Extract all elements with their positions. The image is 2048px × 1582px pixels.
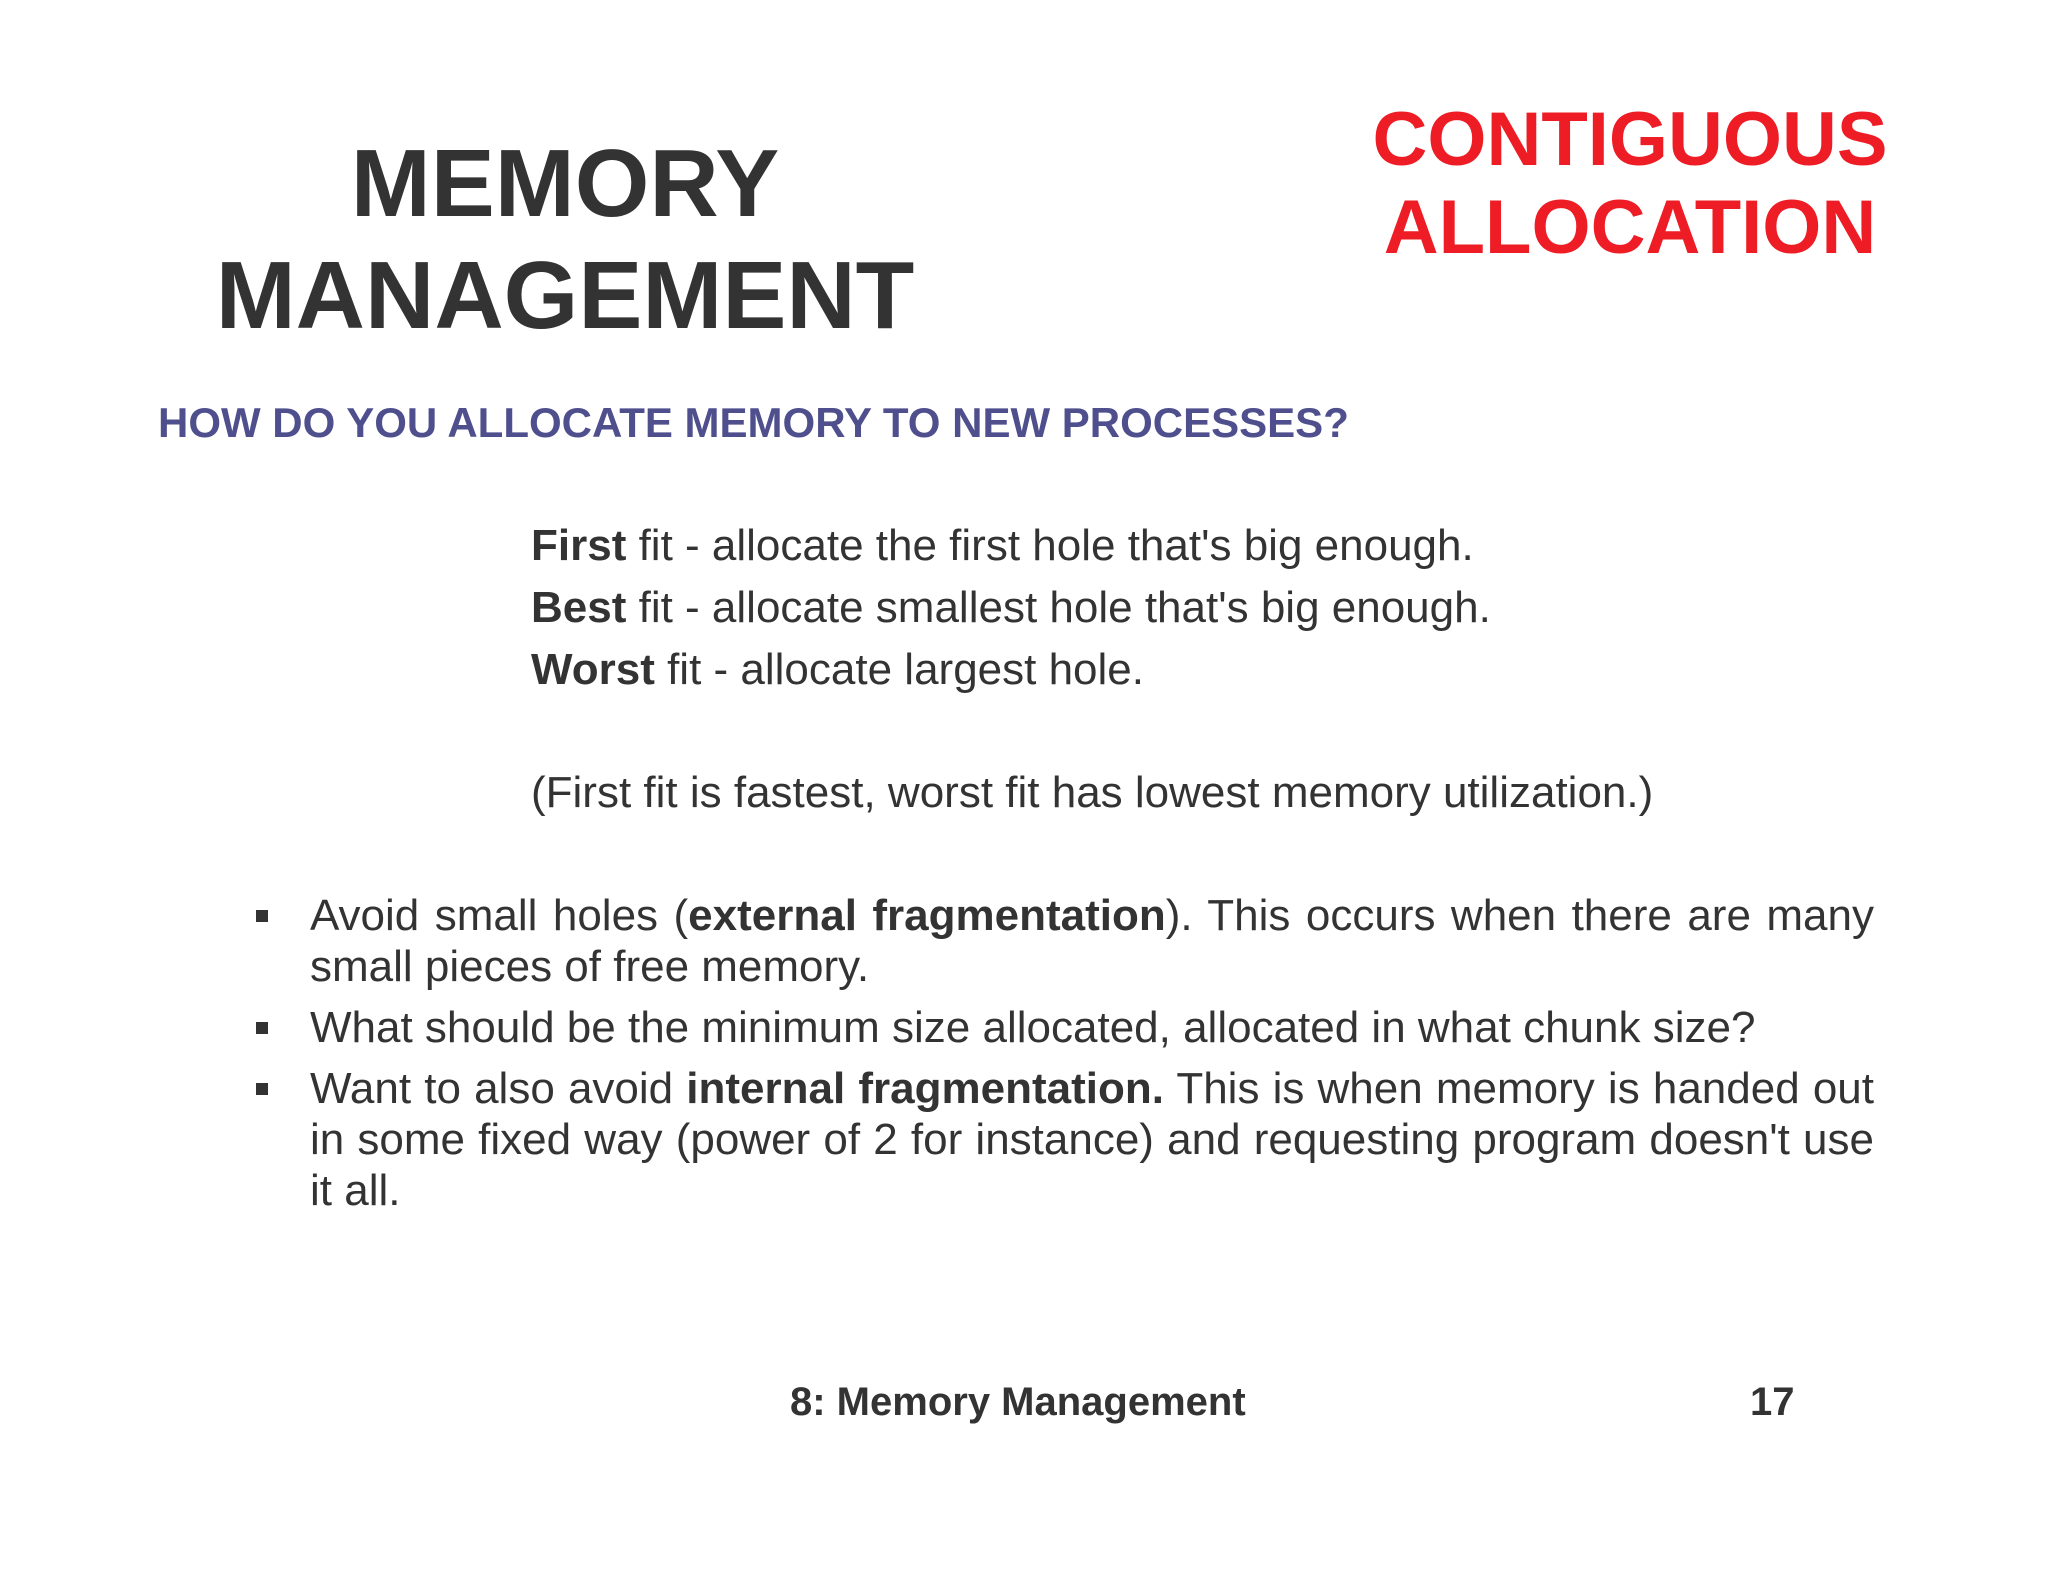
strategy-worst-fit: [531, 639, 1731, 701]
bullet-bold-term: internal fragmentation.: [686, 1064, 1164, 1113]
bullet-item-external-fragmentation: [250, 890, 1874, 992]
strategy-name: Worst: [531, 645, 655, 694]
bullet-text: What should be the minimum size allocated, allocated in what chunk size?: [310, 1003, 1756, 1052]
strategy-name: Best: [531, 583, 627, 632]
square-bullet-icon: [256, 910, 268, 922]
question-heading: HOW DO YOU ALLOCATE MEMORY TO NEW PROCESSES?: [158, 399, 1349, 446]
strategy-note: (First fit is fastest, worst fit has lowest memory utilization.): [531, 768, 1654, 817]
strategy-best-fit: [531, 577, 1731, 639]
bullet-bold-term: external fragmentation: [688, 891, 1166, 940]
bullet-text: ). This occurs when there are many small pieces of free memory.: [310, 891, 1874, 991]
footer-title: 8: Memory Management: [790, 1380, 1246, 1424]
section-title: [1350, 96, 1910, 272]
square-bullet-icon: [256, 1083, 268, 1095]
page-number: 17: [1750, 1380, 1795, 1424]
section-title-line-2: ALLOCATION: [1383, 185, 1877, 270]
bullet-list: [250, 890, 1874, 1226]
bullet-item-internal-fragmentation: [250, 1063, 1874, 1216]
strategy-description: fit - allocate largest hole.: [654, 645, 1144, 694]
bullet-text: Want to also avoid: [310, 1064, 687, 1113]
bullet-text: This is when memory is handed out in some fixed way (power of 2 for instance) and requesting program doesn't use it all.: [310, 1064, 1875, 1215]
strategy-first-fit: [531, 515, 1731, 577]
fit-strategies: [531, 515, 1731, 701]
slide-title: [160, 128, 970, 352]
bullet-text: Avoid small holes (: [310, 891, 689, 940]
square-bullet-icon: [256, 1022, 268, 1034]
section-title-line-1: CONTIGUOUS: [1372, 97, 1888, 182]
slide-title-line-1: MEMORY: [350, 130, 780, 237]
strategy-description: fit - allocate smallest hole that's big enough.: [626, 583, 1491, 632]
bullet-item-minimum-size: [250, 1002, 1874, 1053]
slide-title-line-2: MANAGEMENT: [215, 242, 915, 349]
strategy-name: First: [531, 521, 627, 570]
strategy-description: fit - allocate the first hole that's big enough.: [626, 521, 1474, 570]
